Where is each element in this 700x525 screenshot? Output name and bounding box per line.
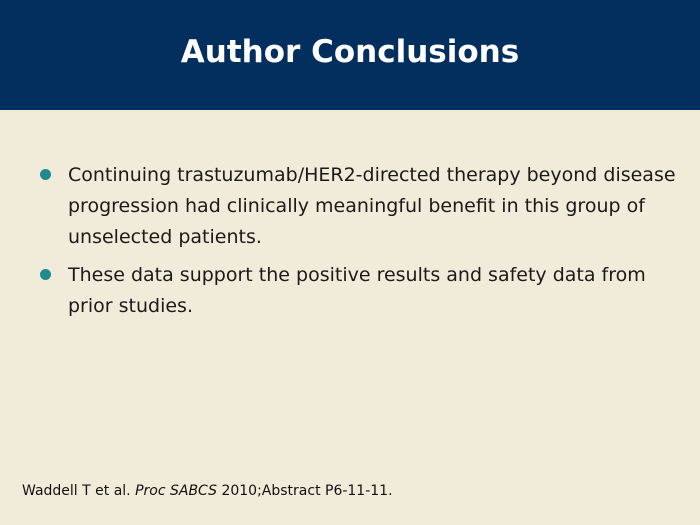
- citation-journal: Proc SABCS: [135, 483, 217, 499]
- bullet-item: [40, 260, 680, 322]
- slide-title: Author Conclusions: [180, 34, 520, 70]
- bullet-text: These data support the positive results and safety data from prior studies.: [68, 264, 646, 317]
- bullet-text: Continuing trastuzumab/HER2-directed therapy beyond disease progression had clinically meaningful benefit in this group of unselected patients.: [68, 164, 676, 248]
- bullet-dot-icon: [40, 169, 51, 180]
- bullet-list: [40, 160, 680, 329]
- citation-details: 2010;Abstract P6-11-11.: [221, 483, 393, 499]
- bullet-item: [40, 160, 680, 253]
- citation: [22, 481, 393, 501]
- title-bar: [0, 0, 700, 110]
- citation-authors: Waddell T et al.: [22, 483, 131, 499]
- bullet-dot-icon: [40, 269, 51, 280]
